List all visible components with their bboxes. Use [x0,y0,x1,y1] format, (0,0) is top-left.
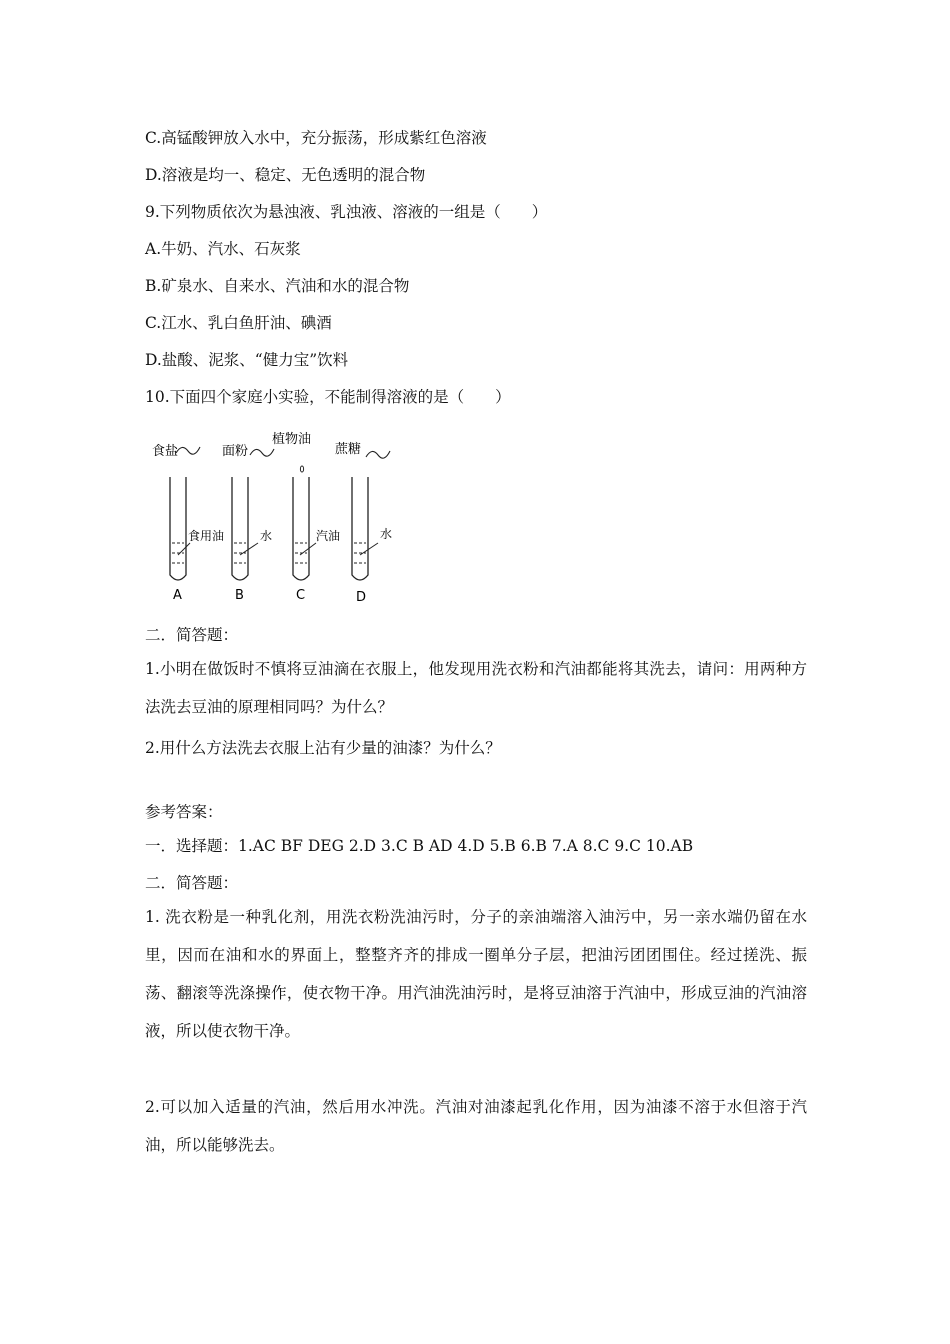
tube-c-solvent-label: 汽油 [316,529,341,543]
tube-b-solvent-label: 水 [260,529,273,543]
section2-question-2: 2.用什么方法洗去衣服上沾有少量的油漆？为什么？ [145,739,501,757]
q9-option-a: A.牛奶、汽水、石灰浆 [145,240,301,258]
tube-a-solvent-label: 食用油 [188,529,225,543]
tube-b-solute-label: 面粉 [222,444,249,459]
tube-d-letter: D [356,590,367,605]
q10-stem: 10.下面四个家庭小实验，不能制得溶液的是（ ） [145,388,511,406]
answers-title: 参考答案： [145,803,223,821]
answer-1: 1. 洗衣粉是一种乳化剂，用洗衣粉洗油污时，分子的亲油端溶入油污中，另一亲水端仍留在水里，因而在油和水的界面上，整整齐齐的排成一圈单分子层，把油污团团围住。经过搓洗、振荡、翻滚等洗涤操作，使衣物干净。用汽油洗油污时，是将豆油溶于汽油中，形成豆油的汽油溶液，所以使衣物干净。 [145,908,807,1040]
q8-option-d: D.溶液是均一、稳定、无色透明的混合物 [145,166,426,184]
test-tube-figure [140,425,420,610]
tube-a-letter: A [173,588,182,603]
tube-a [152,443,224,603]
q9-option-c: C.江水、乳白鱼肝油、碘酒 [145,314,332,332]
tube-d-solute-label: 蔗糖 [335,442,362,457]
tube-d-solvent-label: 水 [380,527,393,541]
tube-d [335,441,392,605]
section2-question-1: 1.小明在做饭时不慎将豆油滴在衣服上，他发现用洗衣粉和汽油都能将其洗去，请问：用两种方法洗去豆油的原理相同吗？为什么？ [145,660,807,716]
answers-choice: 一．选择题：1.AC BF DEG 2.D 3.C B AD 4.D 5.B 6.B 7.A 8.C 9.C 10.AB [145,837,694,855]
q8-option-c: C.高锰酸钾放入水中，充分振荡，形成紫红色溶液 [145,129,487,147]
q9-option-b: B.矿泉水、自来水、汽油和水的混合物 [145,277,410,295]
q9-option-d: D.盐酸、泥浆、“健力宝”饮料 [145,351,349,369]
answers-short-title: 二．简答题： [145,874,239,892]
tube-c [272,431,340,603]
tube-c-letter: C [296,588,306,603]
tube-c-solute-label: 植物油 [272,432,312,447]
q9-stem: 9.下列物质依次为悬浊液、乳浊液、溶液的一组是（ ） [145,203,548,221]
tube-b-letter: B [235,588,244,603]
tube-b [222,443,274,603]
tube-a-solute-label: 食盐 [152,444,179,459]
section2-title: 二．简答题： [145,626,239,644]
answer-2: 2.可以加入适量的汽油，然后用水冲洗。汽油对油漆起乳化作用，因为油漆不溶于水但溶于汽油，所以能够洗去。 [145,1098,807,1154]
